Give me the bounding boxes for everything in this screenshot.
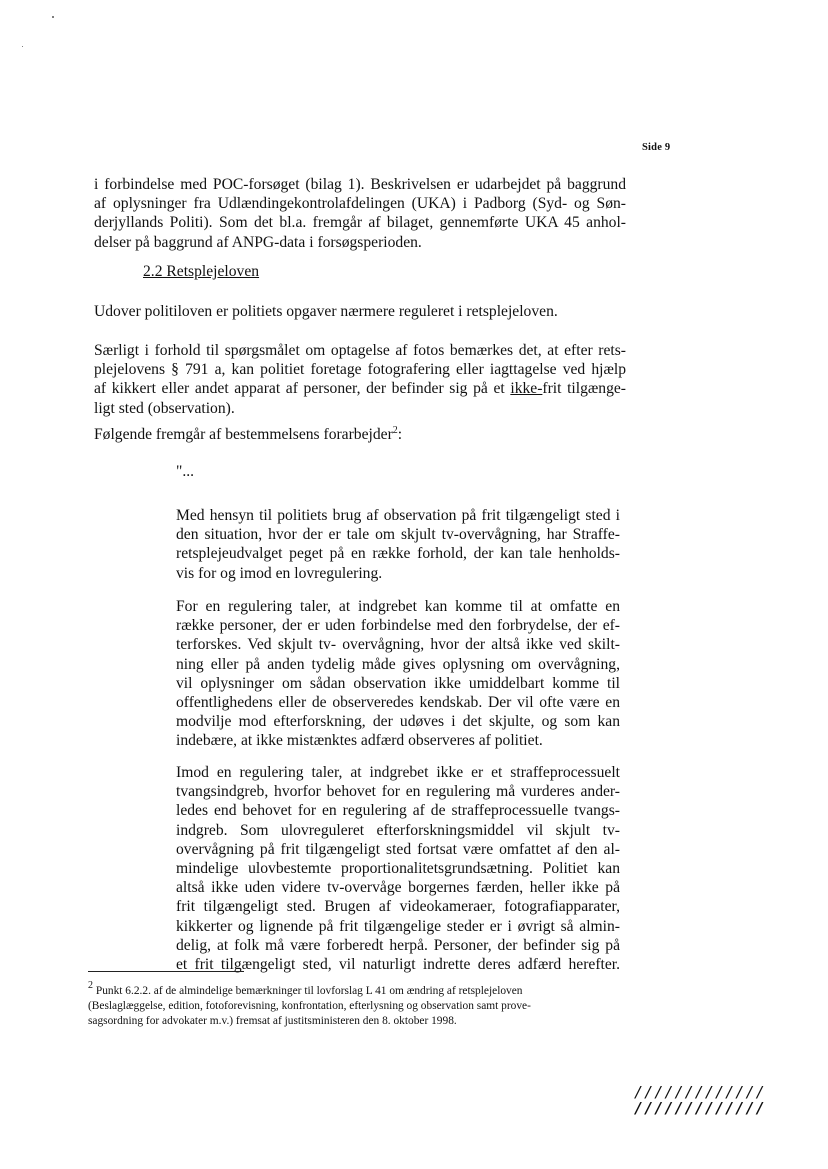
text-segment: frit tilgænge- [542,380,626,398]
text-line: offentlighedens eller de observeredes kendskab. Der vil ofte være en [176,694,620,712]
section-heading: 2.2 Retsplejeloven [143,263,260,280]
text-segment: Følgende fremgår af bestemmelsens forarbejder [94,426,393,443]
text-segment: : [397,426,403,443]
special-paragraph [94,341,626,418]
intro-paragraph [94,175,626,252]
text-line: i forbindelse med POC-forsøget (bilag 1). Beskrivelsen er udarbejdet på baggrund [94,176,626,193]
footnote [88,980,608,1029]
barcode-row: ///////////// [634,1099,766,1117]
scan-speck [52,16,54,18]
text-line: altså ikke uden videre tv-overvåge borgernes færden, heller ikke på [176,879,620,897]
text-line: plejelovens § 791 a, kan politiet foretage fotografering eller iagttagelse ved hjælp [94,361,626,379]
text-line [94,379,626,398]
text-line: Imod en regulering taler, at indgrebet ikke er et straffeprocessuelt [176,764,620,781]
text-line: For en regulering taler, at indgrebet kan komme til at omfatte en [176,598,620,615]
quote-open [176,462,620,481]
text-line: Særligt i forhold til spørgsmålet om optagelse af fotos bemærkes det, at efter rets- [94,342,626,359]
page-number: Side 9 [642,142,671,153]
barcode-mark [634,1084,766,1116]
footnote-line: (Beslaglæggelse, edition, fotoforevisning, konfrontation, efterlysning og observation samt prove- [88,1000,531,1012]
footnote-reference: 2 [392,425,398,436]
politiloven-paragraph [94,302,626,321]
text-line: "... [176,463,195,480]
text-line: delser på baggrund af ANPG-data i forsøgsperioden. [94,233,422,251]
text-line: vil oplysninger om sådan observation ikke umiddelbart komme til [176,674,620,692]
text-line [94,425,626,444]
text-line: overvågning på frit tilgængeligt sted fortsat være omfattet af den al- [176,840,620,858]
text-line: retsplejeudvalget peget på en række forhold, der kan tale henholds- [176,545,620,563]
text-line: Med hensyn til politiets brug af observation på frit tilgængeligt sted i [176,507,620,524]
text-line: et frit tilgængeligt sted, vil naturligt indrette deres adfærd herefter. [176,956,620,974]
text-line: mindelige ulovbestemte proportionalitetsgrundsætning. Politiet kan [176,860,620,878]
footnote-divider [88,971,244,972]
text-segment: af kikkert eller andet apparat af personer, der befinder sig på et [94,380,505,398]
text-line: terforskes. Ved skjult tv- overvågning, hvor der altså ikke ved skilt- [176,636,620,654]
text-line: af oplysninger fra Udlændingekontrolafdelingen (UKA) i Padborg (Syd- og Søn- [94,195,626,213]
text-line: række personer, der er uden forbindelse med den forbrydelse, der ef- [176,617,620,635]
footnote-line [88,980,608,999]
barcode-row: ///////////// [634,1083,766,1101]
text-line: indebære, at ikke mistænktes adfærd observeres af politiet. [176,732,543,750]
text-line: Udover politiloven er politiets opgaver nærmere reguleret i retsplejeloven. [94,303,558,320]
text-line: indgreb. Som ulovreguleret efterforskningsmiddel vil skjult tv- [176,821,620,839]
footnote-marker: 2 [88,980,93,991]
quote-paragraph-3 [176,763,620,974]
text-line: vis for og imod en lovregulering. [176,564,383,582]
text-line: kikkerter og lignende på frit tilgængelige steder er i øvrigt så almin- [176,917,620,935]
text-line: frit tilgængeligt sted. Brugen af videokameraer, fotografiapparater, [176,898,620,916]
text-line: delig, at folk må være forberedt herpå. Personer, der befinder sig på [176,936,620,954]
quote-paragraph-2 [176,597,620,751]
underlined-word: ikke- [510,380,543,398]
preparatory-paragraph [94,425,626,444]
scan-speck [22,46,23,47]
text-line: ning eller på anden tydelig måde gives oplysning om overvågning, [176,655,620,673]
quote-paragraph-1 [176,506,620,583]
text-line: ligt sted (observation). [94,399,235,417]
text-line: modvilje mod efterforskning, der udøves i det skjulte, og som kan [176,713,620,731]
footnote-line: sagsordning for advokater m.v.) fremsat af justitsministeren den 8. oktober 1998. [88,1015,457,1027]
text-line: ledes end behovet for en regulering af de straffeprocessuelle tvangs- [176,802,620,820]
text-line: den situation, hvor der er tale om skjult tv-overvågning, har Straffe- [176,526,620,544]
text-segment: Punkt 6.2.2. af de almindelige bemærkninger til lovforslag L 41 om ændring af retsplejeloven [95,985,523,997]
text-line: derjyllands Politi). Som det bl.a. fremgår af bilaget, gennemførte UKA 45 anhol- [94,214,626,232]
text-line: tvangsindgreb, hvorfor behovet for en regulering må vurderes ander- [176,783,620,801]
